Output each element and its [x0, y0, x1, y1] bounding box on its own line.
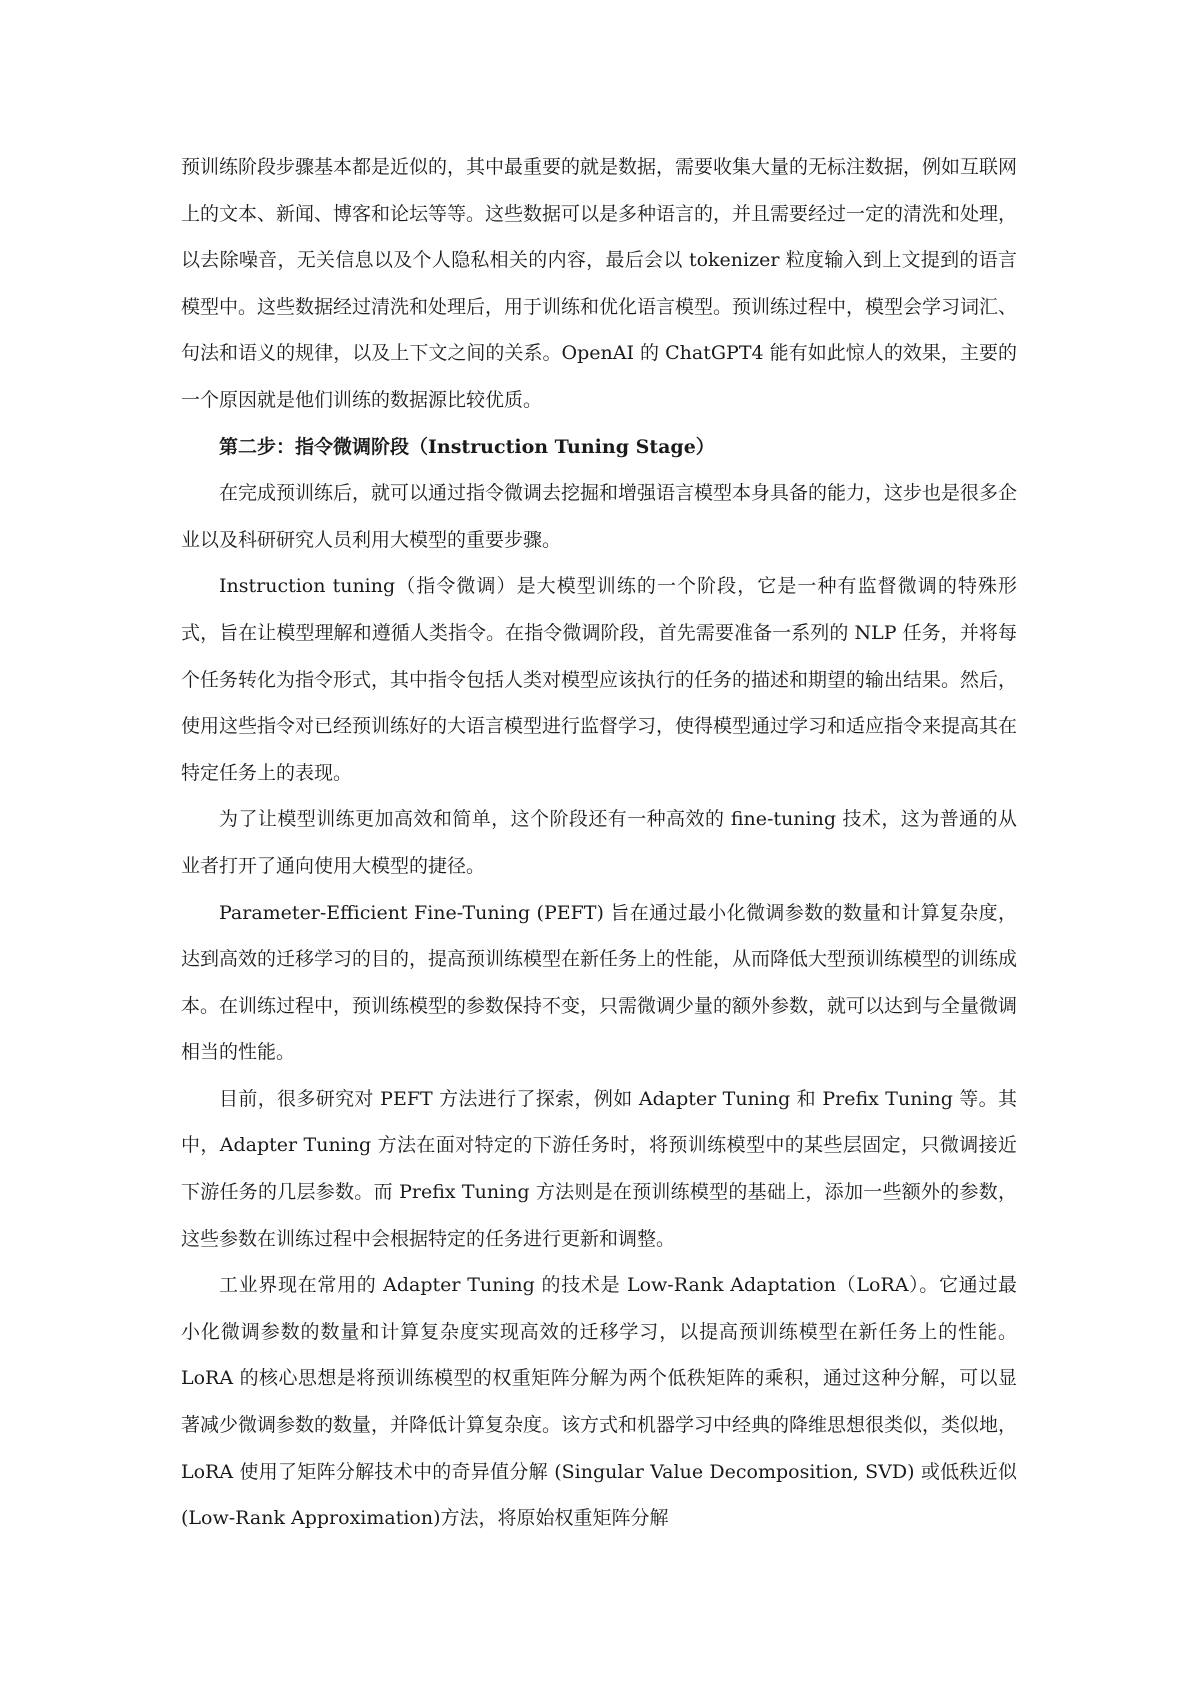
document-body	[181, 144, 1017, 1542]
section-heading-instruction-tuning: 第二步：指令微调阶段（Instruction Tuning Stage）	[219, 435, 715, 458]
paragraph-after-pretraining: 在完成预训练后，就可以通过指令微调去挖掘和增强语言模型本身具备的能力，这步也是很多企业以及科研研究人员利用大模型的重要步骤。	[181, 482, 1018, 551]
paragraph-adapter-prefix-tuning: 目前，很多研究对 PEFT 方法进行了探索，例如 Adapter Tuning 和 Prefix Tuning 等。其中，Adapter Tuning 方法在面对特定的下游任务时，将预训练模型中的某些层固定，只微调接近下游任务的几层参数。而 Prefix Tuning 方法则是在预训练模型的基础上，添加一些额外的参数，这些参数在训练过程中会根据特定的任务进行更新和调整。	[181, 1087, 1017, 1250]
paragraph-pretraining-data: 预训练阶段步骤基本都是近似的，其中最重要的就是数据，需要收集大量的无标注数据，例如互联网上的文本、新闻、博客和论坛等等。这些数据可以是多种语言的，并且需要经过一定的清洗和处理，以去除噪音，无关信息以及个人隐私相关的内容，最后会以 tokenizer 粒度输入到上文提到的语言模型中。这些数据经过清洗和处理后，用于训练和优化语言模型。预训练过程中，模型会学习词汇、句法和语义的规律，以及上下文之间的关系。OpenAI 的 ChatGPT4 能有如此惊人的效果，主要的一个原因就是他们训练的数据源比较优质。	[181, 156, 1018, 411]
paragraph-lora: 工业界现在常用的 Adapter Tuning 的技术是 Low-Rank Adaptation（LoRA）。它通过最小化微调参数的数量和计算复杂度实现高效的迁移学习，以提高预训练模型在新任务上的性能。LoRA 的核心思想是将预训练模型的权重矩阵分解为两个低秩矩阵的乘积，通过这种分解，可以显著减少微调参数的数量，并降低计算复杂度。该方式和机器学习中经典的降维思想很类似，类似地，LoRA 使用了矩阵分解技术中的奇异值分解 (Singular Value Decomposition, SVD) 或低秩近似 (Low-Rank Approximation)方法，将原始权重矩阵分解	[181, 1274, 1018, 1530]
paragraph-instruction-tuning-definition: Instruction tuning（指令微调）是大模型训练的一个阶段，它是一种有监督微调的特殊形式，旨在让模型理解和遵循人类指令。在指令微调阶段，首先需要准备一系列的 NLP 任务，并将每个任务转化为指令形式，其中指令包括人类对模型应该执行的任务的描述和期望的输出结果。然后，使用这些指令对已经预训练好的大语言模型进行监督学习，使得模型通过学习和适应指令来提高其在特定任务上的表现。	[181, 575, 1018, 784]
paragraph-efficient-fine-tuning: 为了让模型训练更加高效和简单，这个阶段还有一种高效的 fine-tuning 技术，这为普通的从业者打开了通向使用大模型的捷径。	[181, 808, 1017, 877]
paragraph-peft: Parameter-Efficient Fine-Tuning (PEFT) 旨在通过最小化微调参数的数量和计算复杂度，达到高效的迁移学习的目的，提高预训练模型在新任务上的性能，从而降低大型预训练模型的训练成本。在训练过程中，预训练模型的参数保持不变，只需微调少量的额外参数，就可以达到与全量微调相当的性能。	[181, 901, 1018, 1064]
